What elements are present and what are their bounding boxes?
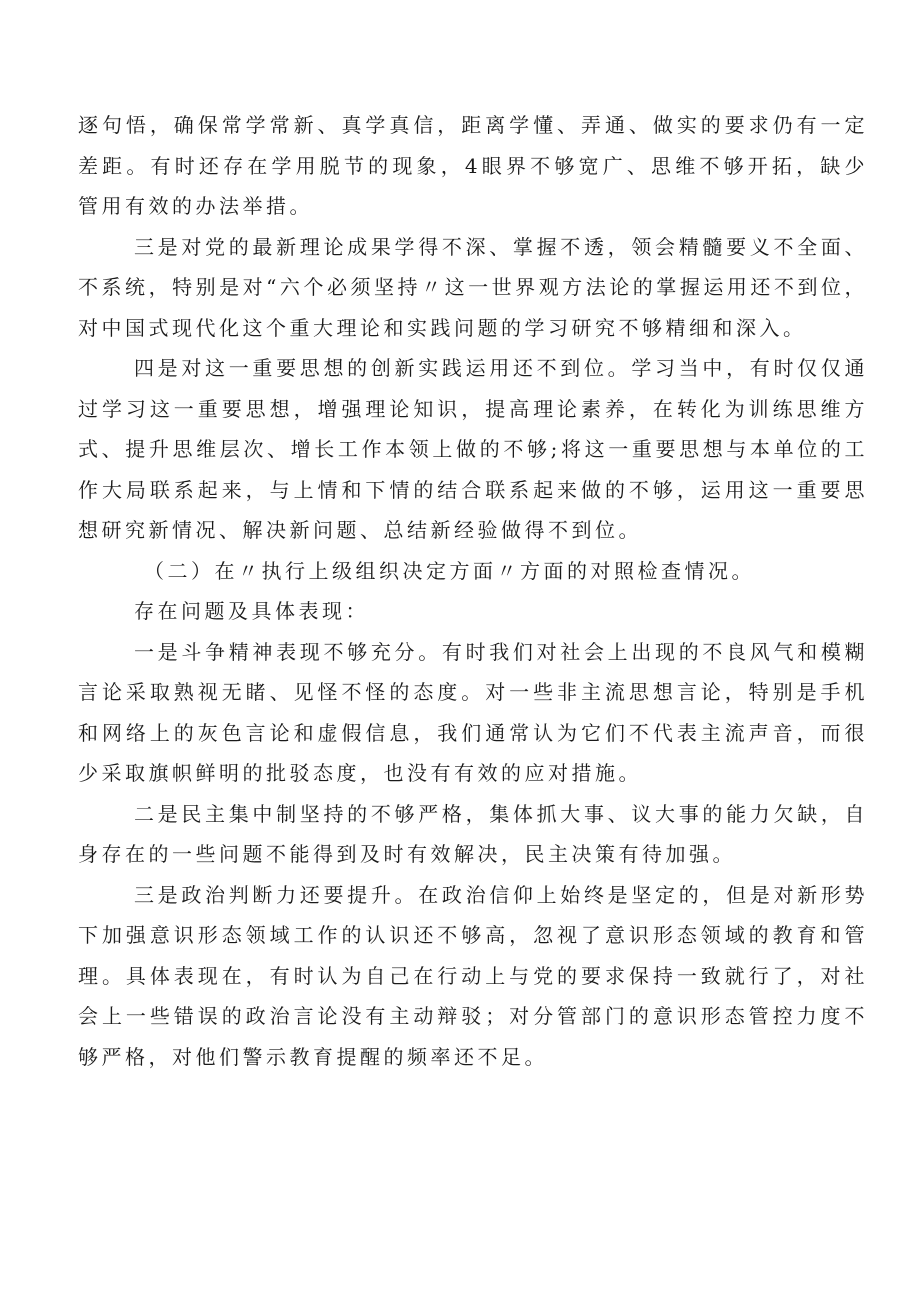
paragraph-point-four-practice: 四是对这一重要思想的创新实践运用还不到位。学习当中，有时仅仅通过学习这一重要思想，增强理论知识，提高理论素养，在转化为训练思维方式、提升思维层次、增长工作本领上做的不够;将这一重要思想与本单位的工作大局联系起来，与上情和下情的结合联系起来做的不够，运用这一重要思想研究新情况、解决新问题、总结新经验做得不到位。	[78, 356, 868, 542]
section-heading-two: （二）在〃执行上级组织决定方面〃方面的对照检查情况。	[144, 558, 755, 583]
subheading-problems: 存在问题及具体表现：	[134, 599, 369, 623]
paragraph-point-two-democracy: 二是民主集中制坚持的不够严格，集体抓大事、议大事的能力欠缺，自身存在的一些问题不能得到及时有效解决，民主决策有待加强。	[78, 801, 868, 866]
paragraph-point-three-theory: 三是对党的最新理论成果学得不深、掌握不透，领会精髓要义不全面、不系统，特别是对“六个必须坚持〃这一世界观方法论的掌握运用还不到位，对中国式现代化这个重大理论和实践问题的学习研究不够精细和深入。	[78, 234, 868, 340]
paragraph-continuation: 逐句悟，确保常学常新、真学真信，距离学懂、弄通、做实的要求仍有一定差距。有时还存在学用脱节的现象，4眼界不够宽广、思维不够开拓，缺少管用有效的办法举措。	[78, 113, 868, 218]
paragraph-point-three-judgment: 三是政治判断力还要提升。在政治信仰上始终是坚定的，但是对新形势下加强意识形态领域工作的认识还不够高，忽视了意识形态领域的教育和管理。具体表现在，有时认为自己在行动上与党的要求保持一致就行了，对社会上一些错误的政治言论没有主动辩驳；对分管部门的意识形态管控力度不够严格，对他们警示教育提醒的频率还不足。	[78, 882, 868, 1069]
paragraph-point-one-struggle: 一是斗争精神表现不够充分。有时我们对社会上出现的不良风气和模糊言论采取熟视无睹、见怪不怪的态度。对一些非主流思想言论，特别是手机和网络上的灰色言论和虚假信息，我们通常认为它们不代表主流声音，而很少采取旗帜鲜明的批驳态度，也没有有效的应对措施。	[78, 639, 868, 785]
document-body	[78, 105, 868, 1077]
